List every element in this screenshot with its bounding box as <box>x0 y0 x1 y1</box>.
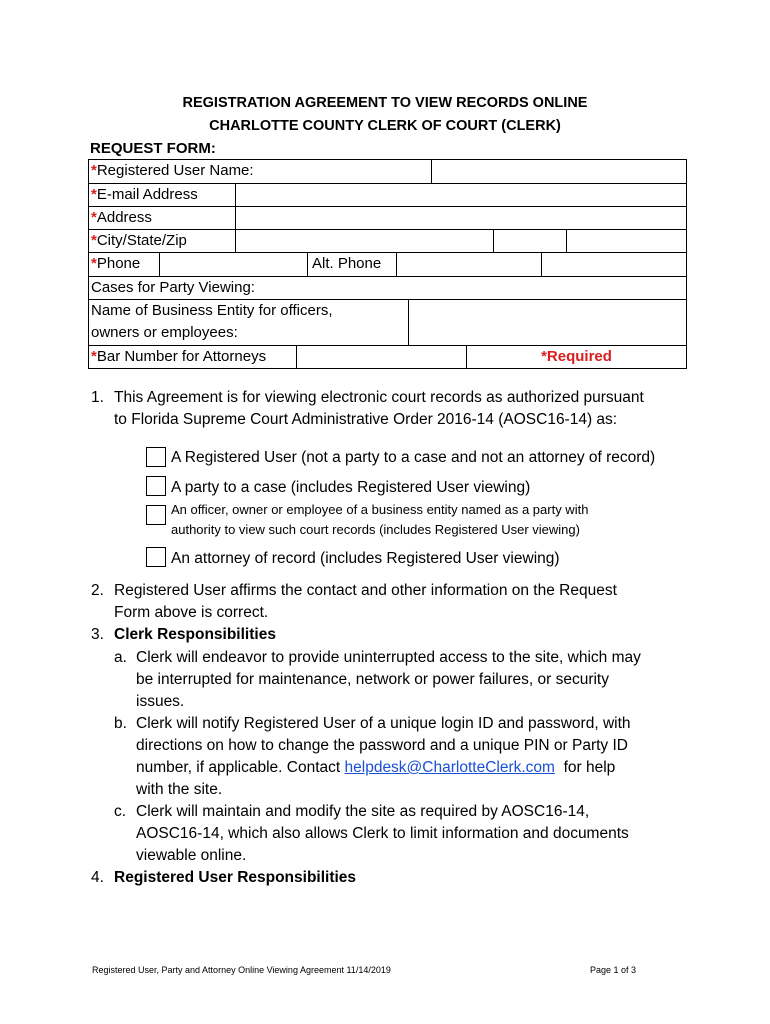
form-row-email <box>89 184 687 207</box>
form-row-city <box>89 230 687 253</box>
form-row-phone <box>89 253 687 277</box>
footer-document-name: Registered User, Party and Attorney Online Viewing Agreement 11/14/2019 <box>92 965 391 975</box>
item-2-text-line2: Form above is correct. <box>114 604 269 621</box>
item-4-number: 4. <box>91 869 104 886</box>
registered-user-name-label: *Registered User Name: <box>89 160 432 183</box>
footer-page-number: Page 1 of 3 <box>590 965 637 975</box>
form-row-bar <box>89 346 687 369</box>
item-3c-line1: Clerk will maintain and modify the site as required by AOSC16-14, <box>136 803 590 820</box>
item-3b-line1: Clerk will notify Registered User of a unique login ID and password, with <box>136 715 631 732</box>
form-row-business <box>89 300 687 346</box>
request-form-heading: REQUEST FORM: <box>90 140 216 157</box>
bar-number-label: *Bar Number for Attorneys <box>89 346 297 368</box>
clerk-responsibilities-heading: Clerk Responsibilities <box>114 626 276 643</box>
item-3b-line3: number, if applicable. Contact helpdesk@CharlotteClerk.com for help <box>136 759 616 776</box>
business-entity-field[interactable] <box>409 300 687 345</box>
item-2-text-line1: Registered User affirms the contact and other information on the Request <box>114 582 617 599</box>
item-3a-line3: issues. <box>136 693 185 710</box>
zip-field[interactable] <box>567 230 687 252</box>
item-3b-line4: with the site. <box>136 781 223 798</box>
helpdesk-email-link[interactable]: helpdesk@CharlotteClerk.com <box>344 759 555 776</box>
party-to-case-option-label: A party to a case (includes Registered User viewing) <box>171 479 531 496</box>
business-officer-option-line2: authority to view such court records (includes Registered User viewing) <box>171 522 580 537</box>
email-field[interactable] <box>236 184 687 206</box>
item-3c-line2: AOSC16-14, which also allows Clerk to limit information and documents <box>136 825 629 842</box>
business-entity-label: Name of Business Entity for officers, owners or employees: <box>89 300 409 345</box>
alt-phone-field-2[interactable] <box>542 253 687 276</box>
city-field[interactable] <box>236 230 494 252</box>
item-2-number: 2. <box>91 582 104 599</box>
address-field[interactable] <box>236 207 687 229</box>
document-title-line1: REGISTRATION AGREEMENT TO VIEW RECORDS ONLINE <box>182 95 588 111</box>
item-1-text-line2: to Florida Supreme Court Administrative Order 2016-14 (AOSC16-14) as: <box>114 411 618 428</box>
attorney-checkbox[interactable] <box>146 547 166 567</box>
attorney-option-label: An attorney of record (includes Registered User viewing) <box>171 550 560 567</box>
item-1-text-line1: This Agreement is for viewing electronic court records as authorized pursuant <box>114 389 644 406</box>
business-officer-option-line1: An officer, owner or employee of a business entity named as a party with <box>171 502 589 517</box>
item-3b-letter: b. <box>114 715 127 732</box>
user-responsibilities-heading: Registered User Responsibilities <box>114 869 357 886</box>
state-field[interactable] <box>494 230 567 252</box>
business-officer-checkbox[interactable] <box>146 505 166 525</box>
cases-for-party-viewing-label[interactable]: Cases for Party Viewing: <box>89 277 687 299</box>
form-row-name <box>89 160 687 184</box>
phone-label: *Phone <box>89 253 160 276</box>
document-title-line2: CHARLOTTE COUNTY CLERK OF COURT (CLERK) <box>209 118 561 134</box>
address-label: *Address <box>89 207 236 229</box>
registered-user-name-field[interactable] <box>432 160 687 183</box>
item-3a-letter: a. <box>114 649 127 666</box>
item-1-number: 1. <box>91 389 104 406</box>
phone-field[interactable] <box>160 253 308 276</box>
item-3c-line3: viewable online. <box>136 847 247 864</box>
form-row-address <box>89 207 687 230</box>
party-to-case-checkbox[interactable] <box>146 476 166 496</box>
item-3-number: 3. <box>91 626 104 643</box>
item-3c-letter: c. <box>114 803 127 820</box>
registered-user-option-label: A Registered User (not a party to a case and not an attorney of record) <box>171 449 656 466</box>
registered-user-checkbox[interactable] <box>146 447 166 467</box>
bar-number-field[interactable] <box>297 346 467 368</box>
item-3a-line1: Clerk will endeavor to provide uninterrupted access to the site, which may <box>136 649 641 666</box>
city-state-zip-label: *City/State/Zip <box>89 230 236 252</box>
form-row-cases <box>89 277 687 300</box>
request-form-table <box>88 159 687 369</box>
alt-phone-label: Alt. Phone <box>308 253 397 276</box>
item-3a-line2: be interrupted for maintenance, network or power failures, or security <box>136 671 609 688</box>
email-label: *E-mail Address <box>89 184 236 206</box>
item-3b-line2: directions on how to change the password and a unique PIN or Party ID <box>136 737 628 754</box>
alt-phone-field-1[interactable] <box>397 253 542 276</box>
required-note: *Required <box>467 346 687 368</box>
